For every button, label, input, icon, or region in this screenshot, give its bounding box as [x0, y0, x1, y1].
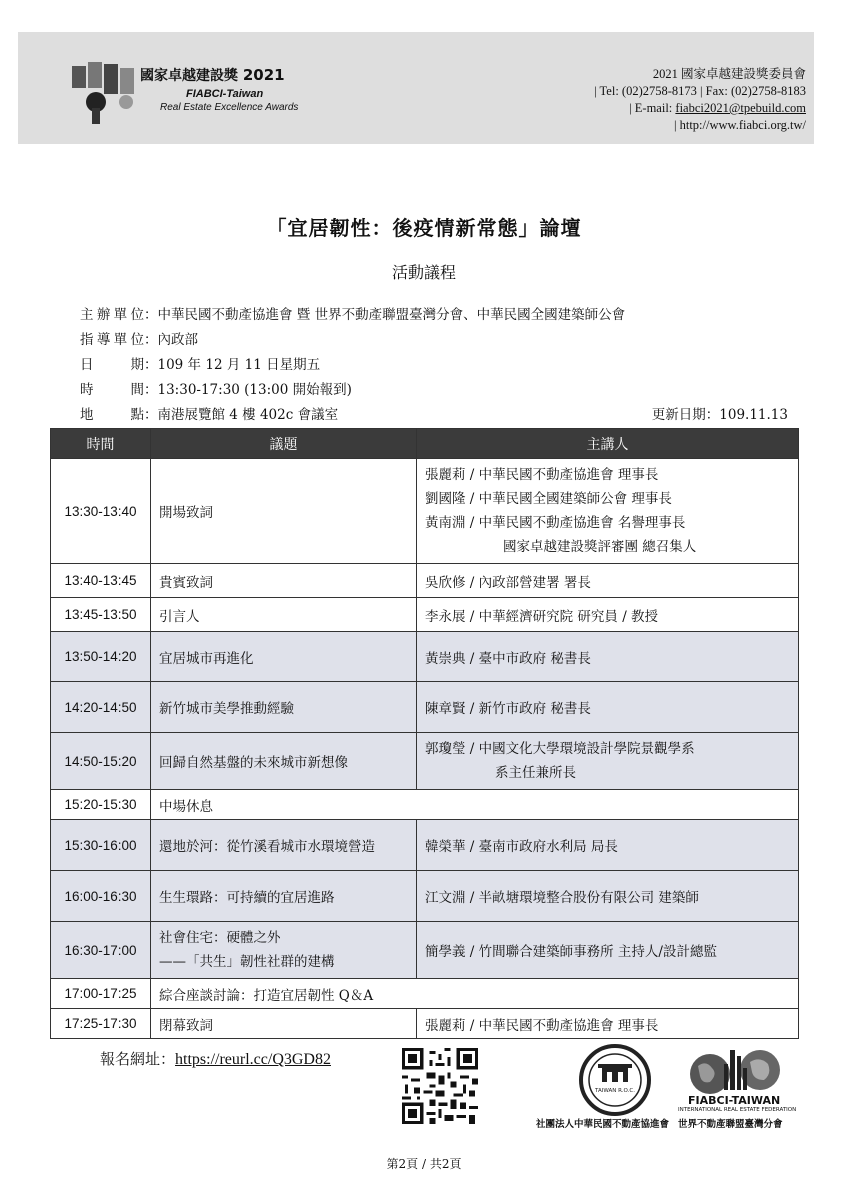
registration-label: 報名網址： [100, 1050, 176, 1068]
table-row: 17:00-17:25 綜合座談討論：打造宜居韌性 Q＆A [51, 979, 799, 1009]
qr-code-icon[interactable] [402, 1048, 478, 1124]
table-row: 15:20-15:30 中場休息 [51, 790, 799, 820]
page-number: 第2頁 / 共2頁 [386, 1157, 462, 1171]
contact-org: 2021 國家卓越建設獎委員會 [652, 67, 806, 81]
registration-link[interactable]: https://reurl.cc/Q3GD82 [175, 1051, 331, 1068]
table-row: 13:50-14:20 宜居城市再進化 黃崇典 / 臺中市政府 秘書長 [51, 632, 799, 682]
award-logo-icon [68, 58, 148, 128]
fiabci-label: 世界不動產聯盟臺灣分會 [678, 1119, 783, 1130]
header-time: 時間 [51, 429, 151, 459]
table-row: 14:20-14:50 新竹城市美學推動經驗 陳章賢 / 新竹市政府 秘書長 [51, 682, 799, 733]
association-label: 社團法人中華民國不動產協進會 [536, 1119, 670, 1130]
info-supervisor: 指導單位：內政部 [80, 332, 198, 348]
header-topic: 議題 [151, 429, 417, 459]
table-row: 16:00-16:30 生生環路：可持續的宜居進路 江文淵 / 半畝塘環境整合股份有限公司 建築師 [51, 871, 799, 922]
contact-block [594, 66, 806, 134]
table-row: 13:30-13:40 開場致詞 張麗莉 / 中華民國不動產協進會 理事長 劉國隆 / 中華民國全國建築師公會 理事長 黃南淵 / 中華民國不動產協進會 名譽理事長 國家卓越建設獎評審團 總召集人 [51, 459, 799, 564]
contact-phone: | Tel: (02)2758-8173 | Fax: (02)2758-8183 [594, 84, 806, 98]
info-date: 日期：109 年 12 月 11 日星期五 [80, 357, 321, 373]
table-row: 14:50-15:20 回歸自然基盤的未來城市新想像 郭瓊瑩 / 中國文化大學環境設計學院景觀學系 系主任兼所長 [51, 733, 799, 790]
emblem-text: TAIWAN R.O.C. [595, 1088, 635, 1094]
email-link[interactable]: fiabci2021@tpebuild.com [675, 101, 806, 115]
logo-tagline: Real Estate Excellence Awards [160, 102, 299, 113]
table-row: 17:25-17:30 閉幕致詞 張麗莉 / 中華民國不動產協進會 理事長 [51, 1009, 799, 1039]
header-speaker: 主講人 [417, 429, 799, 459]
table-row: 16:30-17:00 社會住宅：硬體之外 ——「共生」韌性社群的建構 簡學義 / 竹間聯合建築師事務所 主持人/設計總監 [51, 922, 799, 979]
agenda-table [50, 428, 799, 1039]
info-venue: 地點：南港展覽館 4 樓 402c 會議室 [80, 407, 339, 423]
updated-date: 更新日期：109.11.13 [651, 407, 788, 423]
table-row: 13:45-13:50 引言人 李永展 / 中華經濟研究院 研究員 / 教授 [51, 598, 799, 632]
logo-subtitle: FIABCI-Taiwan [186, 88, 264, 100]
fiabci-subtitle: INTERNATIONAL REAL ESTATE FEDERATION [678, 1107, 797, 1113]
info-time: 時間：13:30-17:30 (13:00 開始報到) [80, 382, 352, 398]
contact-email-row: | E-mail: fiabci2021@tpebuild.com [629, 101, 806, 115]
fiabci-name: FIABCI-TAIWAN [688, 1094, 781, 1107]
page-title: 「宜居韌性：後疫情新常態」論壇 [266, 216, 582, 240]
contact-website[interactable]: | http://www.fiabci.org.tw/ [673, 118, 806, 132]
table-row: 13:40-13:45 貴賓致詞 吳欣修 / 內政部營建署 署長 [51, 564, 799, 598]
page-subtitle: 活動議程 [391, 263, 456, 282]
table-row: 15:30-16:00 還地於河：從竹溪看城市水環境營造 韓榮華 / 臺南市政府水利局 局長 [51, 820, 799, 871]
table-header-row [51, 429, 799, 459]
logo-name: 國家卓越建設獎 2021 [140, 66, 285, 84]
info-organizer: 主辦單位：中華民國不動產協進會 暨 世界不動產聯盟臺灣分會、中華民國全國建築師公會 [80, 307, 626, 323]
registration-line [100, 1048, 331, 1069]
